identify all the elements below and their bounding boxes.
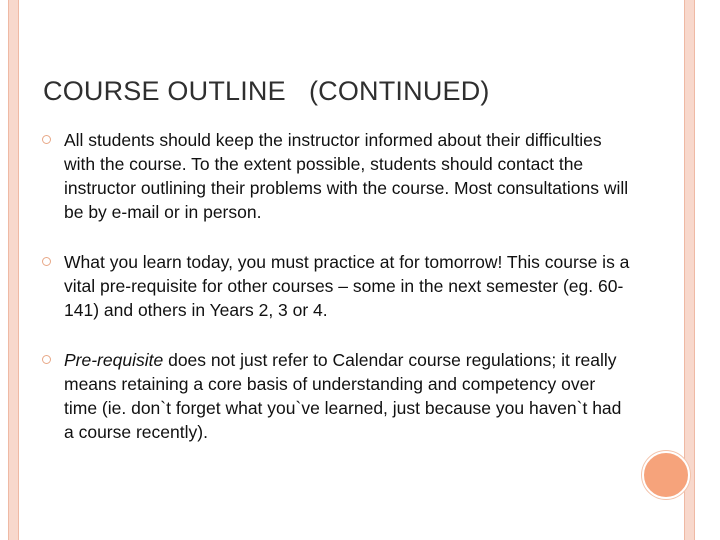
bullet-list bbox=[40, 128, 630, 444]
decorative-circle bbox=[642, 451, 690, 499]
bullet-circle-icon bbox=[42, 355, 51, 364]
bullet-text: does not just refer to Calendar course regulations; it really means retaining a core basis of understanding and competency over time (ie. don`t forget what you`ve learned, just because you haven`t had a course recently). bbox=[64, 350, 622, 442]
bullet-circle-icon bbox=[42, 135, 51, 144]
bullet-lead-term: Pre-requisite bbox=[64, 350, 164, 370]
slide-title: COURSE OUTLINE (CONTINUED) bbox=[43, 76, 490, 106]
bullet-item bbox=[40, 128, 630, 224]
bullet-item bbox=[40, 348, 630, 444]
bullet-text: All students should keep the instructor informed about their difficulties with the course. To the extent possible, students should contact the instructor outlining their problems with the course. Most consultations will be by e-mail or in person. bbox=[64, 130, 629, 222]
right-frame-bar bbox=[684, 0, 695, 540]
bullet-circle-icon bbox=[42, 257, 51, 266]
left-frame-bar bbox=[8, 0, 19, 540]
bullet-text: What you learn today, you must practice at for tomorrow! This course is a vital pre-requisite for other courses – some in the next semester (eg. 60-141) and others in Years 2, 3 or 4. bbox=[64, 252, 630, 320]
bullet-item bbox=[40, 250, 630, 322]
